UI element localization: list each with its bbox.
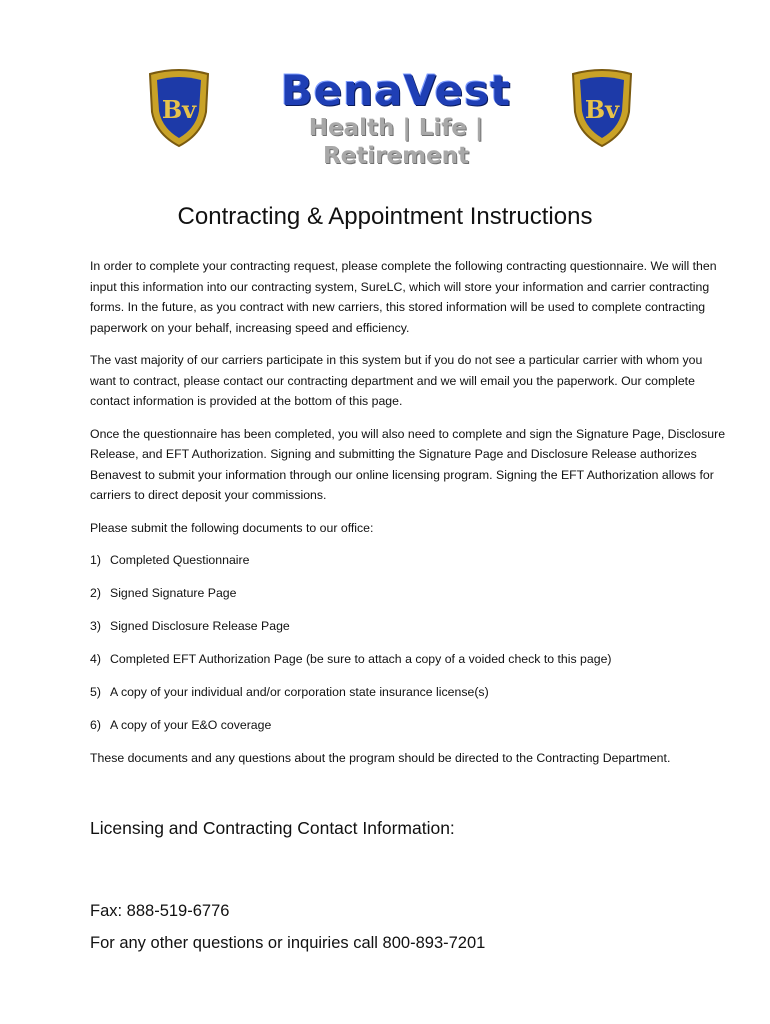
list-item: 4) Completed EFT Authorization Page (be sure to attach a copy of a voided check to this page)	[90, 652, 612, 666]
paragraph: Once the questionnaire has been completed, you will also need to complete and sign the Signature Page, Disclosure Release, and EFT Authorization. Signing and submitting the Signature Page and Disclosure Release authorizes Benavest to submit your information through our online licensing program. Signing the EFT Authorization allows for carriers to direct deposit your commissions.	[90, 426, 726, 502]
fax-number: Fax: 888-519-6776	[90, 902, 230, 920]
list-item: 1) Completed Questionnaire	[90, 553, 250, 567]
svg-text:Bv: Bv	[161, 95, 197, 124]
list-item: 5) A copy of your individual and/or corporation state insurance license(s)	[90, 685, 489, 699]
document-body	[90, 256, 730, 781]
paragraph: In order to complete your contracting request, please complete the following contracting questionnaire. We will then input this information into our contracting system, SureLC, which will store your information and carrier contracting forms. In the future, as you contract with new carriers, this stored information will be used to complete contracting paperwork on your behalf, increasing speed and efficiency.	[90, 259, 717, 335]
paragraph: The vast majority of our carriers participate in this system but if you do not see a particular carrier with whom you want to contract, please contact our contracting department and we will email you the paperwork. Our complete contact information is provided at the bottom of this page.	[90, 353, 703, 408]
list-item: 2) Signed Signature Page	[90, 586, 237, 600]
brand-tagline: Health | Life | Retirement	[308, 115, 484, 169]
paragraph: Please submit the following documents to our office:	[90, 520, 374, 535]
brand-name: BenaVest	[280, 66, 512, 115]
closing-paragraph: These documents and any questions about the program should be directed to the Contracting Department.	[90, 751, 671, 765]
list-item: 6) A copy of your E&O coverage	[90, 718, 272, 732]
shield-icon	[569, 68, 635, 148]
brand	[232, 66, 560, 169]
page-title: Contracting & Appointment Instructions	[177, 203, 593, 230]
list-item: 3) Signed Disclosure Release Page	[90, 619, 290, 633]
phone-number: For any other questions or inquiries call 800-893-7201	[90, 934, 486, 952]
contact-heading: Licensing and Contracting Contact Information:	[90, 818, 455, 838]
svg-text:Bv: Bv	[584, 95, 620, 124]
logo	[0, 66, 770, 169]
shield-icon	[146, 68, 212, 148]
